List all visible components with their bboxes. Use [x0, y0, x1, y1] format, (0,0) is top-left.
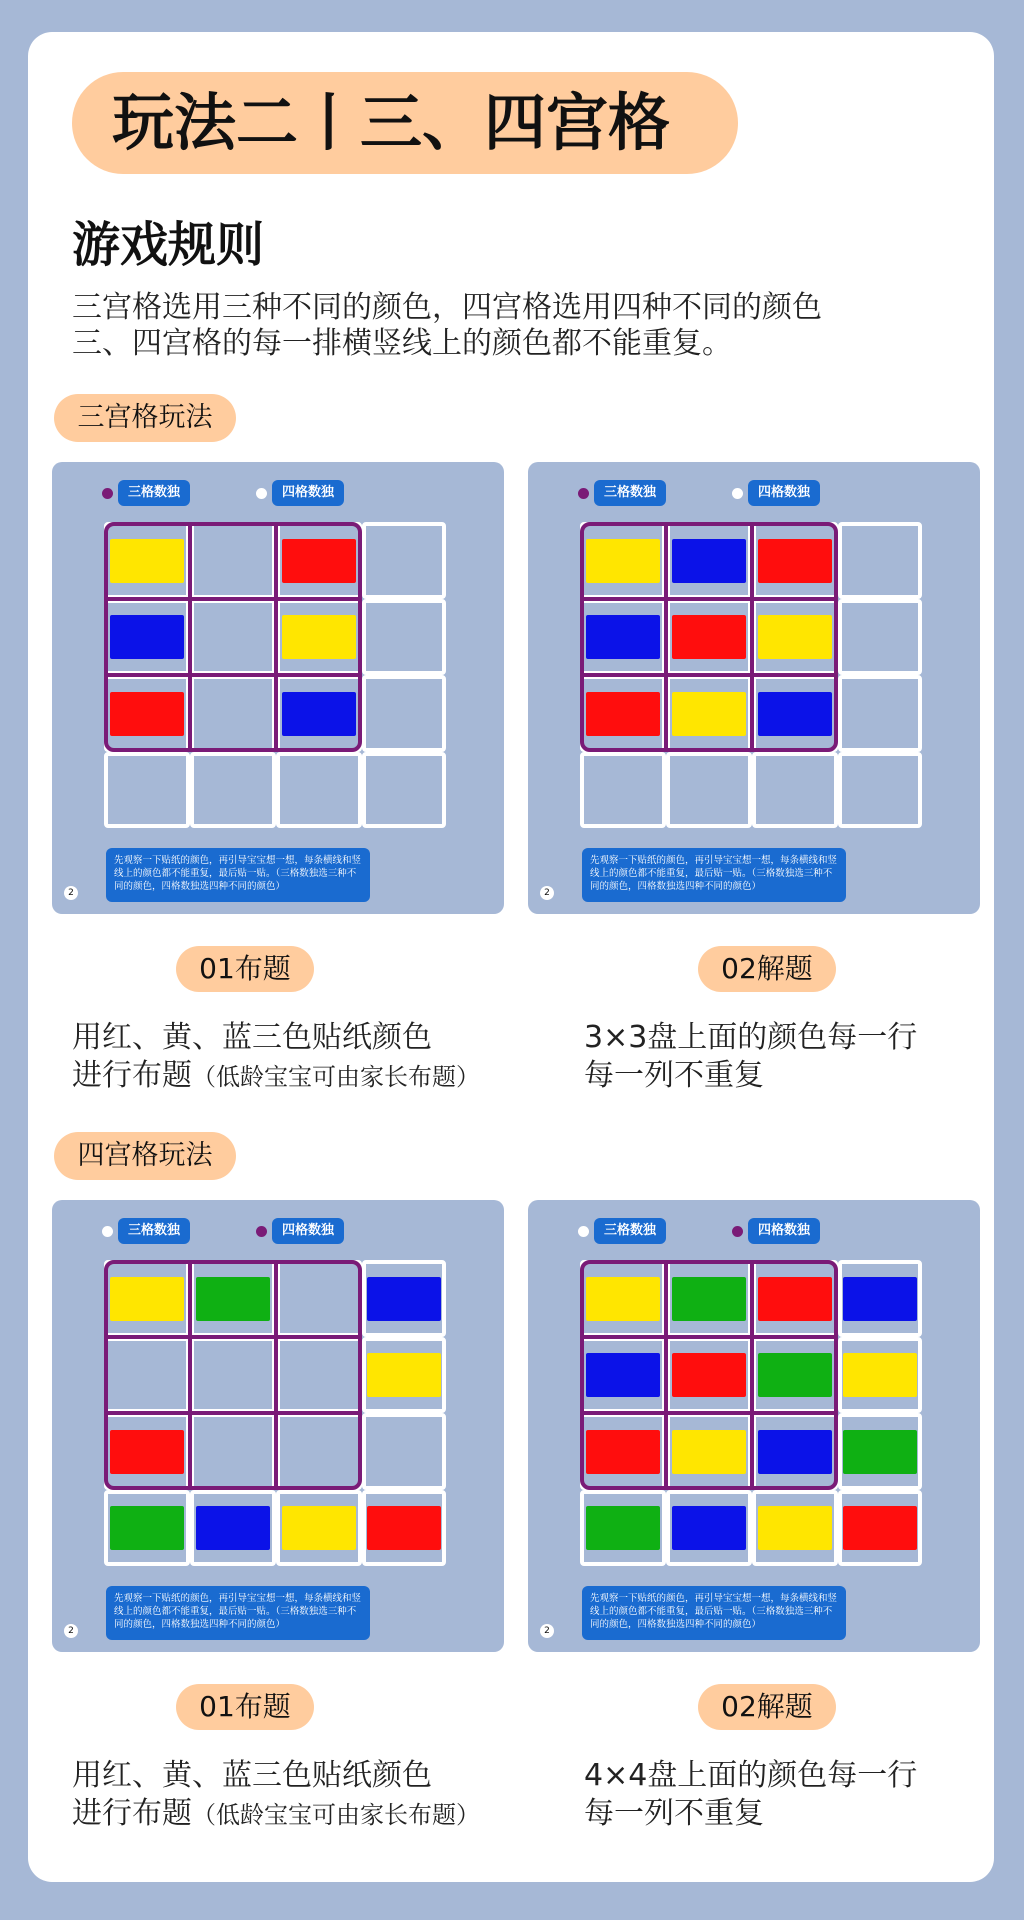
board-panel-4 — [528, 1200, 980, 1652]
step-pill-2a: 01布题 — [176, 1684, 314, 1730]
legend-four-tag: 四格数独 — [748, 480, 820, 506]
section-label-three: 三宫格玩法 — [54, 394, 236, 442]
rules-line-1: 三宫格选用三种不同的颜色，四宫格选用四种不同的颜色 — [72, 290, 822, 325]
legend-three-dot — [102, 1226, 113, 1237]
sticker-green — [586, 1506, 660, 1550]
instruction-note: 先观察一下贴纸的颜色，再引导宝宝想一想，每条横线和竖线上的颜色都不能重复，最后贴一贴。（三格数独选三种不同的颜色，四格数独选四种不同的颜色） — [106, 848, 370, 902]
sticker-yellow — [367, 1353, 441, 1397]
sticker-red — [367, 1506, 441, 1550]
step-desc-2b-line2: 每一列不重复 — [584, 1796, 764, 1831]
subgrid-line — [584, 673, 834, 677]
board-panel-2 — [528, 462, 980, 914]
subgrid-line — [584, 597, 834, 601]
instruction-note: 先观察一下贴纸的颜色，再引导宝宝想一想，每条横线和竖线上的颜色都不能重复，最后贴一贴。（三格数独选三种不同的颜色，四格数独选四种不同的颜色） — [582, 848, 846, 902]
legend-four-dot — [732, 1226, 743, 1237]
board-cell — [580, 752, 666, 828]
board-cell — [752, 752, 838, 828]
step-desc-1b-line2: 每一列不重复 — [584, 1058, 764, 1093]
legend-three-dot — [102, 488, 113, 499]
three-by-three-outline — [104, 522, 362, 752]
legend-four-dot — [256, 488, 267, 499]
sudoku-board — [104, 522, 446, 828]
three-by-three-outline — [580, 522, 838, 752]
subgrid-line — [274, 1264, 278, 1486]
sticker-blue — [843, 1277, 917, 1321]
subgrid-line — [584, 1335, 834, 1339]
legend-four-tag: 四格数独 — [272, 1218, 344, 1244]
legend-four-dot — [732, 488, 743, 499]
legend-three-tag: 三格数独 — [594, 480, 666, 506]
subgrid-line — [584, 1411, 834, 1415]
board-cell — [362, 752, 446, 828]
step-desc-1a-line1: 用红、黄、蓝三色贴纸颜色 — [72, 1020, 432, 1055]
step-pill-1b: 02解题 — [698, 946, 836, 992]
board-cell — [104, 752, 190, 828]
sticker-red — [843, 1506, 917, 1550]
subgrid-line — [108, 1335, 358, 1339]
page-number-badge: 2 — [540, 886, 554, 900]
step-desc-main: 进行布题 — [72, 1796, 192, 1831]
subgrid-line — [108, 1411, 358, 1415]
board-cell — [838, 599, 922, 675]
step-desc-1a-line2 — [72, 1050, 480, 1094]
board-cell — [362, 599, 446, 675]
sticker-green — [843, 1430, 917, 1474]
legend-four-tag: 四格数独 — [748, 1218, 820, 1244]
step-desc-2b-line1: 4×4盘上面的颜色每一行 — [584, 1758, 918, 1793]
subgrid-line — [188, 526, 192, 748]
board-panel-1 — [52, 462, 504, 914]
subgrid-line — [664, 526, 668, 748]
sticker-yellow — [282, 1506, 356, 1550]
section-label-four: 四宫格玩法 — [54, 1132, 236, 1180]
page-number-badge: 2 — [540, 1624, 554, 1638]
step-desc-1b-line1: 3×3盘上面的颜色每一行 — [584, 1020, 918, 1055]
board-cell — [838, 675, 922, 752]
legend-three-dot — [578, 488, 589, 499]
board-cell — [362, 522, 446, 599]
subgrid-line — [274, 526, 278, 748]
sticker-yellow — [758, 1506, 832, 1550]
step-pill-2b: 02解题 — [698, 1684, 836, 1730]
sudoku-board — [580, 1260, 922, 1566]
title-banner — [72, 72, 738, 174]
sudoku-board — [104, 1260, 446, 1566]
three-by-three-outline — [104, 1260, 362, 1490]
step-pill-1a: 01布题 — [176, 946, 314, 992]
sticker-blue — [672, 1506, 746, 1550]
step-desc-2a-line1: 用红、黄、蓝三色贴纸颜色 — [72, 1758, 432, 1793]
legend-three-dot — [578, 1226, 589, 1237]
instruction-note: 先观察一下贴纸的颜色，再引导宝宝想一想，每条横线和竖线上的颜色都不能重复，最后贴一贴。（三格数独选三种不同的颜色，四格数独选四种不同的颜色） — [582, 1586, 846, 1640]
legend-four-tag: 四格数独 — [272, 480, 344, 506]
subgrid-line — [108, 597, 358, 601]
board-cell — [362, 1413, 446, 1490]
step-desc-note: （低龄宝宝可由家长布题） — [192, 1801, 480, 1829]
board-cell — [362, 675, 446, 752]
board-cell — [838, 752, 922, 828]
board-cell — [666, 752, 752, 828]
board-panel-3 — [52, 1200, 504, 1652]
legend-four-dot — [256, 1226, 267, 1237]
subgrid-line — [750, 526, 754, 748]
board-cell — [190, 752, 276, 828]
sticker-blue — [367, 1277, 441, 1321]
board-cell — [838, 522, 922, 599]
sticker-green — [110, 1506, 184, 1550]
board-cell — [276, 752, 362, 828]
page-title: 玩法二丨三、四宫格 — [112, 86, 671, 159]
rules-line-2: 三、四宫格的每一排横竖线上的颜色都不能重复。 — [72, 326, 732, 361]
legend-three-tag: 三格数独 — [118, 480, 190, 506]
step-desc-note: （低龄宝宝可由家长布题） — [192, 1063, 480, 1091]
legend-three-tag: 三格数独 — [118, 1218, 190, 1244]
page-number-badge: 2 — [64, 886, 78, 900]
instruction-note: 先观察一下贴纸的颜色，再引导宝宝想一想，每条横线和竖线上的颜色都不能重复，最后贴一贴。（三格数独选三种不同的颜色，四格数独选四种不同的颜色） — [106, 1586, 370, 1640]
step-desc-main: 进行布题 — [72, 1058, 192, 1093]
subgrid-line — [108, 673, 358, 677]
step-desc-2a-line2 — [72, 1788, 480, 1832]
rules-heading: 游戏规则 — [72, 217, 265, 273]
three-by-three-outline — [580, 1260, 838, 1490]
legend-three-tag: 三格数独 — [594, 1218, 666, 1244]
sticker-yellow — [843, 1353, 917, 1397]
subgrid-line — [188, 1264, 192, 1486]
subgrid-line — [750, 1264, 754, 1486]
sticker-blue — [196, 1506, 270, 1550]
page-number-badge: 2 — [64, 1624, 78, 1638]
sudoku-board — [580, 522, 922, 828]
subgrid-line — [664, 1264, 668, 1486]
